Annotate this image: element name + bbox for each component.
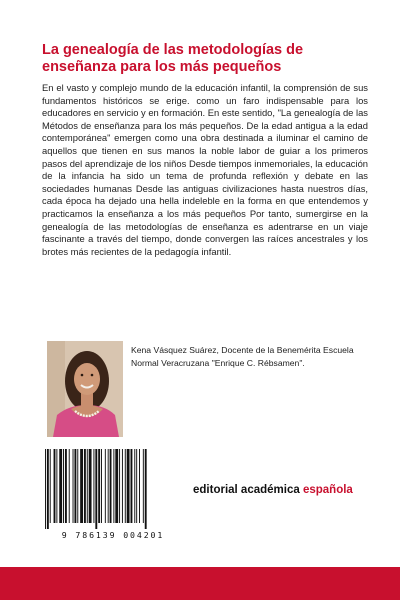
barcode-bar: [134, 449, 135, 523]
author-bio: Kena Vásquez Suárez, Docente de la Benemérita Escuela Normal Veracruzana "Enrique C. Rébsamen".: [131, 345, 354, 368]
barcode-bar: [93, 449, 94, 523]
isbn-barcode: [41, 449, 185, 541]
barcode-bar: [119, 449, 120, 523]
barcode-bar: [80, 449, 83, 523]
barcode-bar: [63, 449, 64, 523]
barcode-bar: [73, 449, 74, 523]
book-title: La genealogía de las metodologías de enseñanza para los más pequeños: [42, 42, 304, 75]
barcode-bar: [101, 449, 102, 523]
barcode-bar: [65, 449, 67, 523]
barcode-bar: [54, 449, 56, 523]
publisher-logo: [193, 484, 353, 496]
barcode-bar: [45, 449, 46, 529]
barcode-bar: [69, 449, 70, 523]
barcode-bar: [108, 449, 109, 523]
barcode-bar: [50, 449, 51, 523]
barcode-bar: [131, 449, 133, 523]
barcode-bar: [89, 449, 92, 523]
barcode-bar: [77, 449, 78, 523]
barcode-bar: [139, 449, 140, 523]
barcode-bar: [98, 449, 100, 523]
publisher-name: editorial académica: [193, 484, 300, 496]
publisher-name-accent: española: [302, 484, 353, 496]
barcode-bar: [136, 449, 137, 523]
barcode-bar: [95, 449, 97, 529]
barcode-bar: [56, 449, 57, 523]
back-cover-blurb: En el vasto y complejo mundo de la educación infantil, la comprensión de sus fundamentos históricos se erige. como un faro indispensable para los educadores en servicio y en formación. En este sentido, "La genealogía de las Métodos de enseñanza para los más pequeños. De la edad antigua a la edad contemporánea" emergen como una obra destinada a iluminar el camino de aquellos que tienen en sus manos la noble labor de guiar a los primeros pasos del aprendizaje de los niños Desde tiempos inmemoriales, la educación de la infancia ha sido un tema de profunda reflexión y debate en las sociedades humanas Desde las antiguas civilizaciones hasta nuestros días, cada época ha dejado una hella indeleble en la forma en que entendemos y practicamos la enseñanza a los más pequeños Por tanto, sumergirse en la genealogía de las metodologías de enseñanza es adentrarse en un viaje fascinante a través del tiempo, donde convergen las raíces ancestrales y los brotes más recientes de la pedagogía infantil.: [42, 82, 368, 257]
barcode-bar: [125, 449, 126, 523]
barcode-bar: [74, 449, 76, 523]
barcode-bar: [145, 449, 147, 529]
bottom-color-band: [0, 567, 400, 600]
barcode-bar: [47, 449, 49, 529]
barcode-bar: [113, 449, 114, 523]
barcode-bar: [59, 449, 62, 523]
isbn-number: 9 786139 004201: [61, 530, 165, 540]
barcode-bar: [84, 449, 86, 523]
barcode-bar: [87, 449, 88, 523]
barcode-bar: [127, 449, 130, 523]
barcode-bar: [105, 449, 106, 523]
barcode-bar: [122, 449, 123, 523]
barcode-bar: [115, 449, 118, 523]
barcode-bar: [110, 449, 112, 523]
author-photo: [47, 341, 123, 437]
barcode-bar: [143, 449, 144, 523]
barcode-bars: [41, 449, 185, 529]
